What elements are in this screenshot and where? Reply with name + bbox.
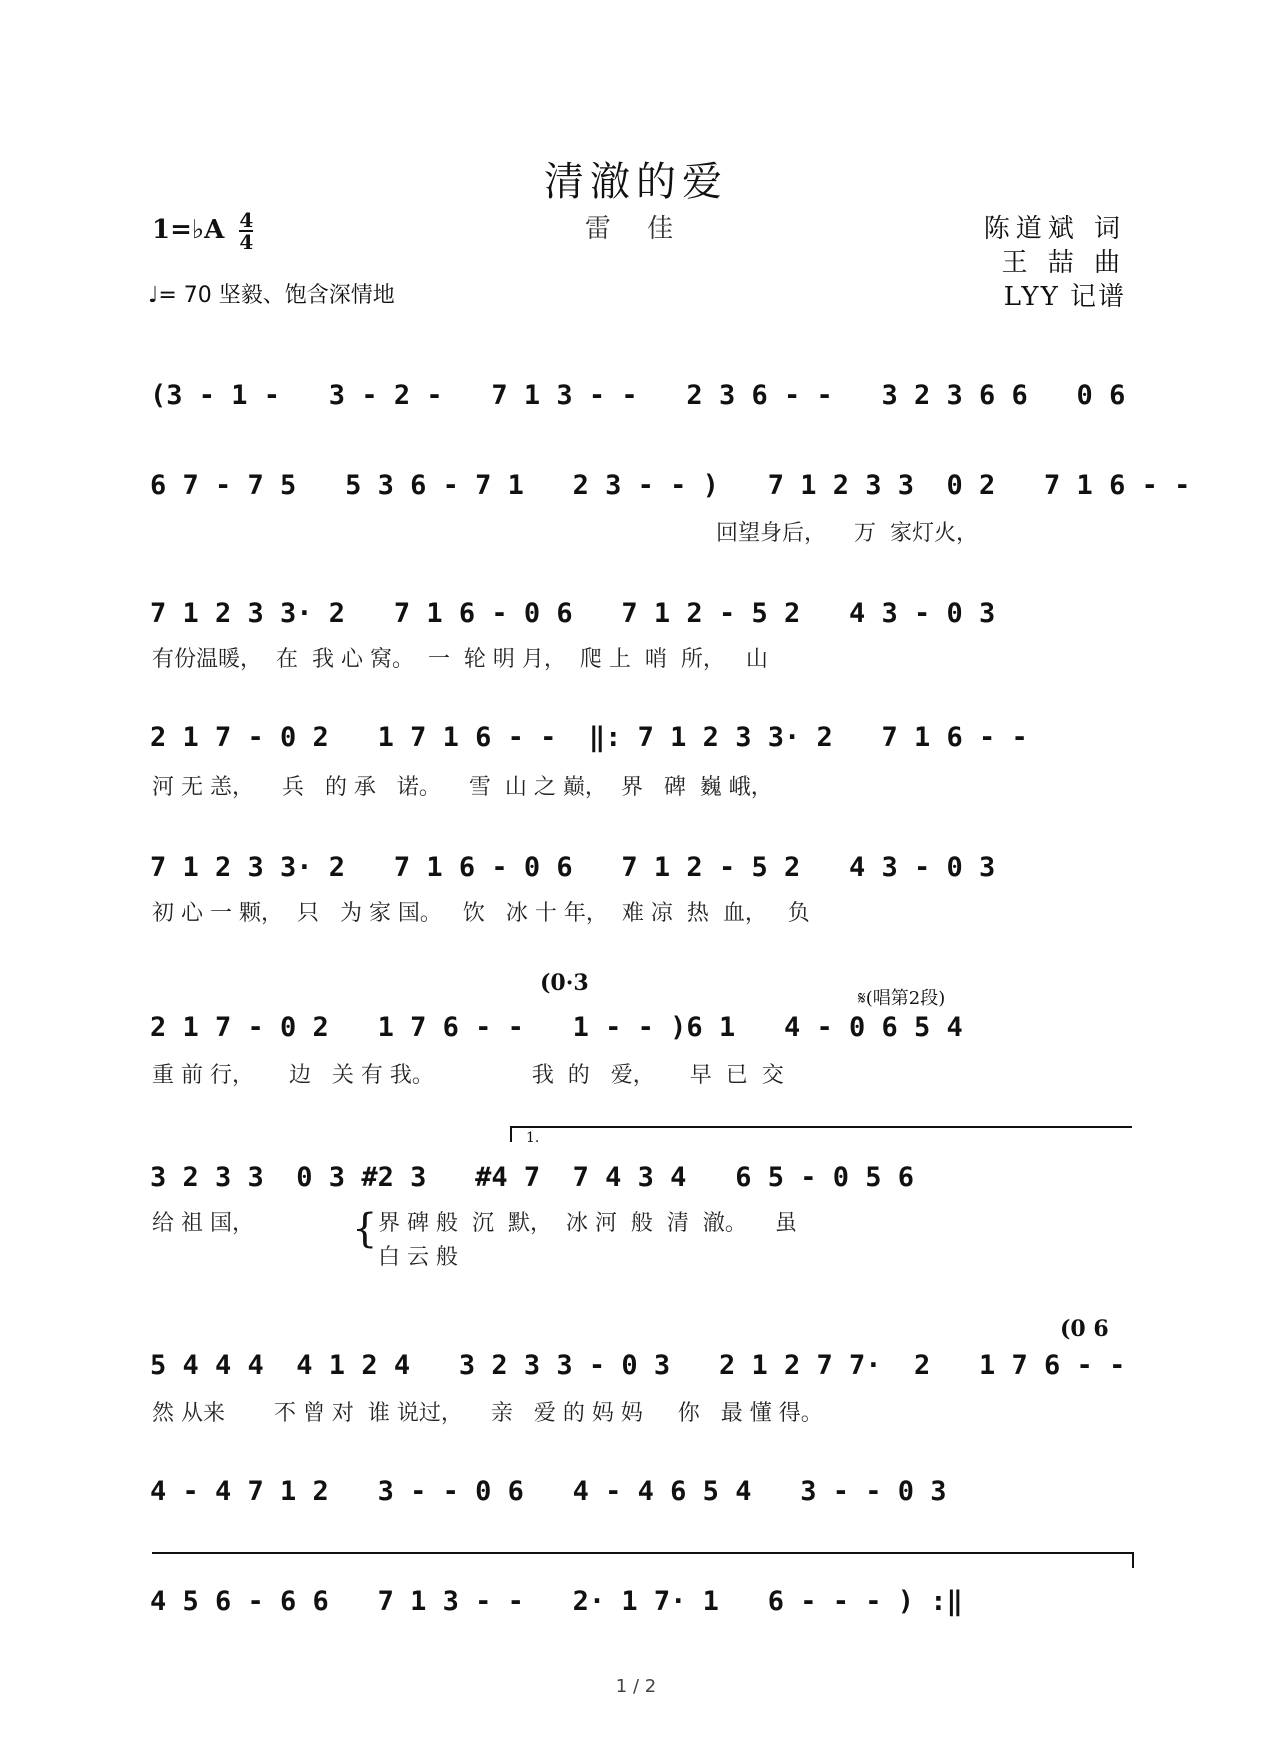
song-title: 清澈的爱 bbox=[544, 159, 728, 205]
system-7-lyrics-verse1: 界 碑 般 沉 默， 冰 河 般 清 澈。 虽 bbox=[378, 1211, 797, 1236]
key-signature bbox=[152, 210, 253, 252]
tempo-marking: ♩= 70 坚毅、饱含深情地 bbox=[148, 283, 395, 308]
system-2-notes: 6 7 - 7 5 5 3 6 - 7 1 2 3 - - ) 7 1 2 3 3 0 2 7 1 6 - - bbox=[150, 470, 1191, 501]
time-bottom: 4 bbox=[239, 230, 254, 254]
volta-bracket bbox=[510, 1126, 1132, 1142]
time-signature bbox=[239, 210, 253, 252]
system-1-notes: (3 - 1 - 3 - 2 - 7 1 3 - - 2 3 6 - - 3 2 3 6 6 0 6 bbox=[150, 380, 1126, 411]
singer-name: 雷 佳 bbox=[584, 214, 688, 244]
key-text: 1=♭A bbox=[152, 215, 225, 245]
transcriber-credit: LYY 记谱 bbox=[1003, 282, 1126, 312]
system-7-notes: 3 2 3 3 0 3 #2 3 #4 7 7 4 3 4 6 5 - 0 5 6 bbox=[150, 1162, 915, 1193]
segno-annotation: 𝄋(唱第2段) bbox=[858, 988, 946, 1009]
system-9-notes: 4 - 4 7 1 2 3 - - 0 6 4 - 4 6 5 4 3 - - 0 3 bbox=[150, 1476, 947, 1507]
system-10-notes: 4 5 6 - 6 6 7 1 3 - - 2· 1 7· 1 6 - - - ) :‖ bbox=[150, 1586, 963, 1617]
system-5-lyrics: 初 心 一 颗， 只 为 家 国。 饮 冰 十 年， 难 凉 热 血， 负 bbox=[152, 901, 810, 926]
system-7-lyrics: 给 祖 国， bbox=[152, 1211, 254, 1236]
system-3-lyrics: 有份温暖， 在 我 心 窝。 一 轮 明 月， 爬 上 哨 所， 山 bbox=[152, 647, 768, 672]
system-6-notes: 2 1 7 - 0 2 1 7 6 - - 1 - - )6 1 4 - 0 6 5 4 bbox=[150, 1012, 963, 1043]
verse-brace: { bbox=[352, 1206, 378, 1252]
system-8-notes: 5 4 4 4 4 1 2 4 3 2 3 3 - 0 3 2 1 2 7 7· 2 1 7 6 - - bbox=[150, 1350, 1126, 1381]
system-8-lyrics: 然 从来 不 曾 对 谁 说过， 亲 爱 的 妈 妈 你 最 懂 得。 bbox=[152, 1401, 823, 1426]
lyricist-credit: 陈道斌 词 bbox=[983, 214, 1126, 244]
system-6-annotation-left: (0·3 bbox=[540, 970, 589, 996]
system-4-lyrics: 河 无 恙， 兵 的 承 诺。 雪 山 之 巅， 界 碑 巍 峨， bbox=[152, 775, 773, 800]
system-8-annotation: (0 6 bbox=[1060, 1316, 1109, 1342]
system-6-lyrics: 重 前 行， 边 关 有 我。 我 的 爱， 早 已 交 bbox=[152, 1063, 784, 1088]
system-2-lyrics: 回望身后， 万 家灯火， bbox=[716, 521, 978, 546]
system-3-notes: 7 1 2 3 3· 2 7 1 6 - 0 6 7 1 2 - 5 2 4 3 - 0 3 bbox=[150, 598, 996, 629]
system-7-lyrics-verse2: 白 云 般 bbox=[378, 1245, 458, 1270]
volta-label: 1. bbox=[526, 1130, 540, 1146]
composer-credit: 王 喆 曲 bbox=[1001, 248, 1126, 278]
page-number: 1 / 2 bbox=[615, 1676, 657, 1697]
system-5-notes: 7 1 2 3 3· 2 7 1 6 - 0 6 7 1 2 - 5 2 4 3 - 0 3 bbox=[150, 852, 996, 883]
volta-bracket-2 bbox=[152, 1552, 1134, 1568]
system-4-notes: 2 1 7 - 0 2 1 7 1 6 - - ‖: 7 1 2 3 3· 2 7 1 6 - - bbox=[150, 722, 1028, 753]
time-top: 4 bbox=[239, 208, 254, 232]
